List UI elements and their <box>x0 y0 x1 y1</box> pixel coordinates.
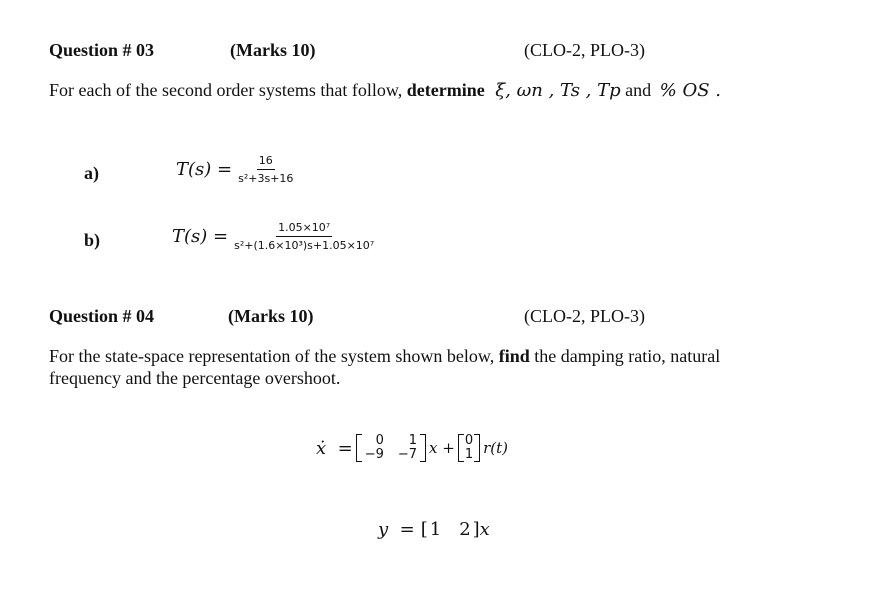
state-mid: x + <box>429 439 455 457</box>
state-input: r(t) <box>483 439 509 457</box>
q3-part-a-numerator: 16 <box>257 154 275 170</box>
q3-part-b-label: b) <box>84 230 101 250</box>
matrix-c-left-bracket: [ <box>420 519 428 540</box>
matrix-b-cell: 1 <box>464 447 474 462</box>
q3-instruction <box>49 80 721 101</box>
matrix-a-cell: −7 <box>397 447 418 462</box>
q3-part-b-equation <box>172 221 376 252</box>
q4-instruction-line1 <box>49 345 720 367</box>
matrix-a <box>356 434 426 462</box>
matrix-c-right-bracket: ] <box>472 519 480 540</box>
q3-part-b-denominator: s²+(1.6×10³)s+1.05×10⁷ <box>234 239 375 252</box>
q3-text-pre: For each of the second order systems that follow, <box>49 80 403 100</box>
output-lhs: y = <box>378 519 415 540</box>
q3-marks: (Marks 10) <box>230 40 316 60</box>
q4-line1-post: the damping ratio, natural <box>534 346 721 366</box>
q3-part-a-denominator: s²+3s+16 <box>238 172 294 185</box>
matrix-a-cells <box>362 434 420 462</box>
q4-clo: (CLO-2, PLO-3) <box>524 306 645 326</box>
q3-part-b-fraction <box>232 221 376 252</box>
matrix-b <box>458 434 480 462</box>
matrix-c-cell: 1 <box>429 519 442 540</box>
matrix-a-cell: −9 <box>364 447 384 462</box>
state-lhs: ẋ = <box>316 437 353 459</box>
state-equation <box>316 434 508 462</box>
q4-instruction-line2: frequency and the percentage overshoot. <box>49 368 341 388</box>
q3-title: Question # 03 <box>49 40 155 60</box>
matrix-b-cells <box>464 434 474 462</box>
q3-symbols: ξ, ωn , Ts , Tp <box>495 80 621 101</box>
q3-part-b-lhs: T(s) = <box>172 226 229 247</box>
q4-marks: (Marks 10) <box>228 306 314 326</box>
matrix-a-cell: 1 <box>408 433 418 448</box>
q3-text-bold: determine <box>406 80 485 100</box>
q3-part-a-lhs: T(s) = <box>176 159 233 180</box>
q3-part-b-numerator: 1.05×10⁷ <box>276 221 332 237</box>
q3-part-a-equation <box>176 154 295 185</box>
output-rhs: x <box>479 519 490 540</box>
matrix-b-cell: 0 <box>464 433 474 448</box>
matrix-b-right-bracket <box>474 434 480 462</box>
q3-part-a-label: a) <box>84 163 99 183</box>
q3-text-post: % OS . <box>659 80 721 101</box>
q3-part-a-fraction <box>236 154 295 185</box>
output-equation <box>378 519 490 540</box>
q3-text-and: and <box>625 80 652 100</box>
q4-line1-pre: For the state-space representation of the system shown below, <box>49 346 495 366</box>
q3-clo: (CLO-2, PLO-3) <box>524 40 645 60</box>
matrix-a-right-bracket <box>420 434 426 462</box>
matrix-a-cell: 0 <box>375 433 384 448</box>
q4-title: Question # 04 <box>49 306 155 326</box>
q4-line1-bold: find <box>498 346 530 366</box>
matrix-c-cell: 2 <box>459 519 471 540</box>
